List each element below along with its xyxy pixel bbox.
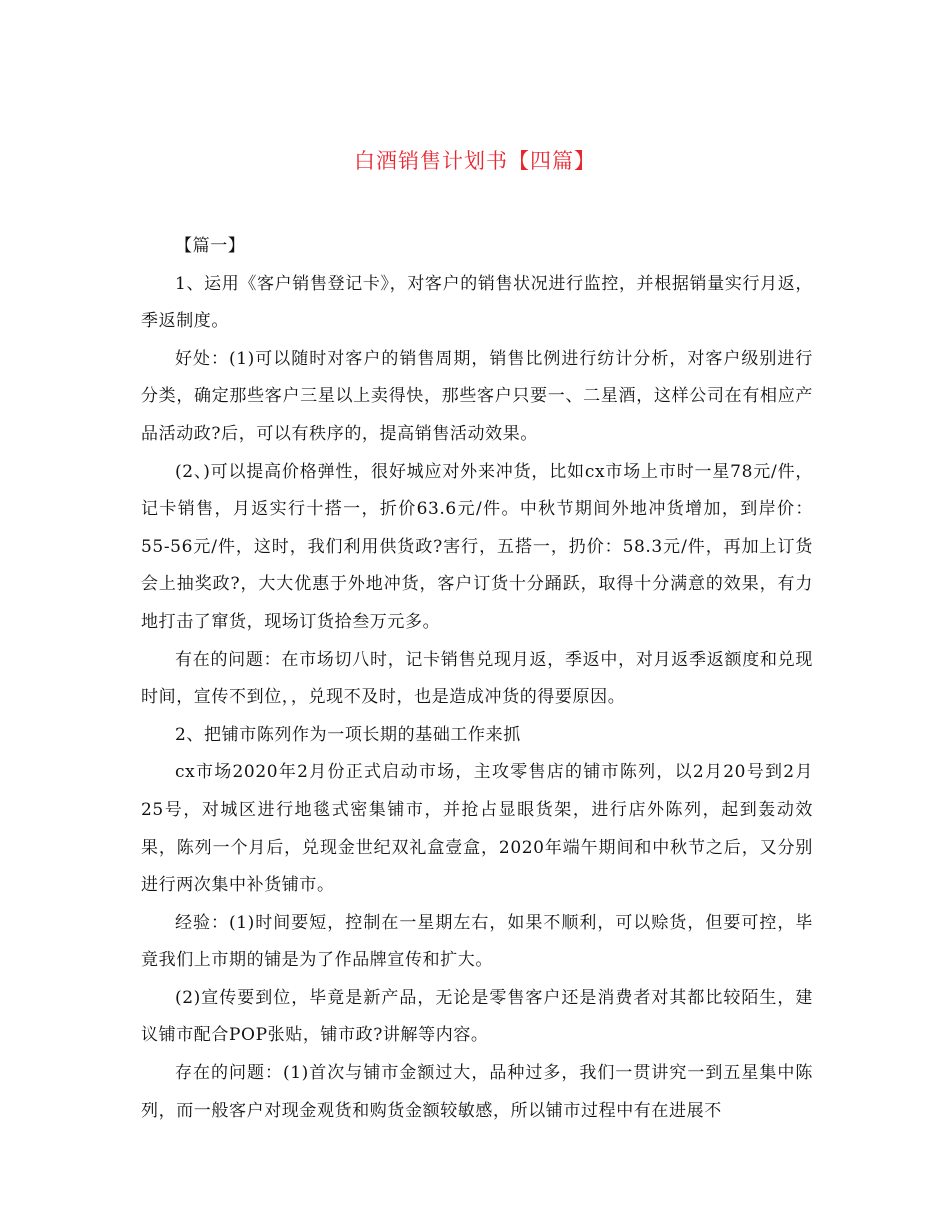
section-heading: 【篇一】 [175, 236, 246, 256]
paragraph: 存在的问题：(1)首次与铺市金额过大，品种过多，我们一贯讲究一到五星集中陈列，而一般客户对现金观货和购货金额较敏感，所以铺市过程中有在进展不 [141, 1063, 813, 1121]
paragraph: (2)宣传要到位，毕竟是新产品，无论是零售客户还是消费者对其都比较陌生，建议铺市配合POP张贴，铺市政?讲解等内容。 [141, 987, 813, 1046]
paragraph: 好处：(1)可以随时对客户的销售周期，销售比例进行纺计分析，对客户级别进行分类，确定那些客户三星以上卖得快，那些客户只要一、二星酒，这样公司在有相应产品活动政?后，可以有秩序的，提高销售活动效果。 [141, 348, 813, 444]
paragraph: cx市场2020年2月份正式启动市场，主攻零售店的铺市陈列，以2月20号到2月25号，对城区进行地毯式密集铺市，并抢占显眼货架，进行店外陈列，起到轰动效果，陈列一个月后，兑现金世纪双礼盒壹盒，2020年端午期间和中秋节之后，又分别进行两次集中补货铺市。 [141, 762, 813, 896]
document-title: 白酒销售计划书【四篇】 [354, 149, 596, 173]
paragraph: 2、把铺市陈列作为一项长期的基础工作来抓 [175, 724, 521, 745]
paragraph: 经验：(1)时间要短，控制在一星期左右，如果不顺利，可以赊货，但要可控，毕竟我们上市期的铺是为了作品牌宣传和扩大。 [141, 912, 813, 971]
paragraph: 有在的问题：在市场切八时，记卡销售兑现月返，季返中，对月返季返额度和兑现时间，宣传不到位，，兑现不及时，也是造成冲货的得要原因。 [141, 649, 813, 708]
paragraph: (2、)可以提高价格弹性，很好城应对外来冲货，比如cx市场上市时一星78元/件，记卡销售，月返实行十搭一，折价63.6元/件。中秋节期间外地冲货增加，到岸价：55-56元/件，这时，我们利用供货政?害行，五搭一，扔价：58.3元/件，再加上订货会上抽奖政?，大大优惠于外地冲货，客户订货十分踊跃，取得十分满意的效果，有力地打击了窜货，现场订货拾叁万元多。 [141, 461, 813, 632]
paragraph: 1、运用《客户销售登记卡》，对客户的销售状况进行监控，并根据销量实行月返，季返制度。 [141, 273, 813, 332]
document-body [141, 228, 813, 1130]
